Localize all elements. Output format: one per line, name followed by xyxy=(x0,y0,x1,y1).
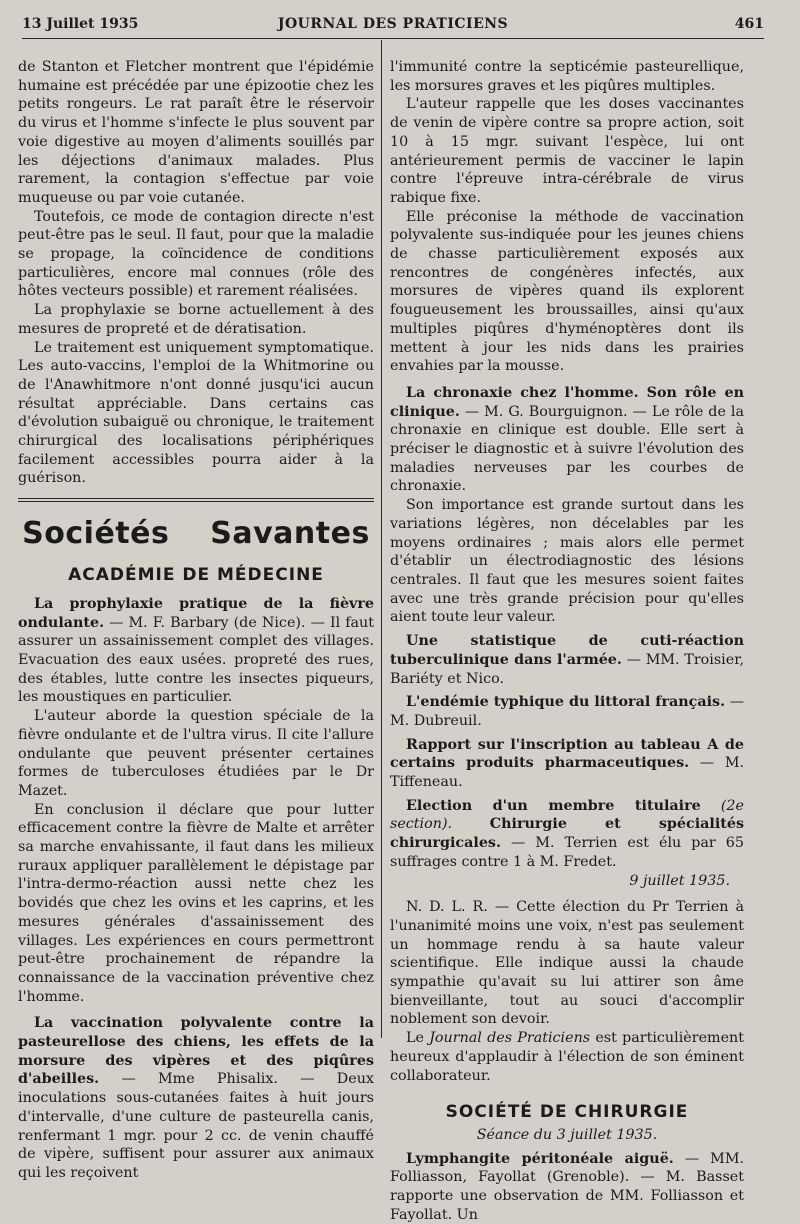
paragraph: La prophylaxie se borne actuellement à des mesures de propreté et de dératisation. xyxy=(18,302,374,337)
article xyxy=(390,384,744,496)
section-divider xyxy=(18,498,374,502)
paragraph: Le traitement est uniquement symptomatique. Les auto-vaccins, l'emploi de la Whitmorine ou de l'Anawhitmore n'ont donné jusqu'ici aucun résultat appréciable. Dans certains cas d'évolution subaiguë ou chronique, le traitement chirurgical des localisations périphériques facilement accessibles pourra aider à la guérison. xyxy=(18,339,374,487)
article-title: La vaccination polyvalente contre la pasteurellose des chiens, les effets de la morsure des vipères et des piqûres d'abeilles. xyxy=(18,1015,374,1088)
paragraph: En conclusion il déclare que pour lutter efficacement contre la fièvre de Malte et arrêter sa marche envahissante, il faut dans les milieux ruraux appliquer parallèlement le dépistage par l'intra-dermo-réaction aussi nette chez les bovidés que chez les ovins et les caprins, et les mesures générales d'assainissement des villages. Les expériences en cours permettront peut-être prochainement de répandre la connaissance de la vaccination préventive chez l'homme. xyxy=(18,801,374,1005)
paragraph: l'immunité contre la septicémie pasteurellique, les morsures graves et les piqûres multiples. xyxy=(390,59,744,94)
issue-date: 13 Juillet 1935 xyxy=(22,16,139,32)
article xyxy=(390,797,744,872)
column-rule xyxy=(381,40,382,1038)
paragraph: Le Journal des Praticiens est particulièrement heureux d'applaudir à l'élection de son éminent collaborateur. xyxy=(390,1030,745,1084)
article xyxy=(390,1150,744,1224)
article-section: (2e section). xyxy=(390,797,744,833)
journal-title: JOURNAL DES PRATICIENS xyxy=(277,16,509,32)
article-title: La prophylaxie pratique de la fièvre ondulante. xyxy=(18,595,374,631)
session-date: Séance du 3 juillet 1935. xyxy=(476,1126,658,1143)
article xyxy=(18,1014,374,1182)
article-subtitle: Chirurgie et spécialités chirurgicales. xyxy=(390,816,745,852)
article-title: Election d'un membre titulaire xyxy=(406,797,701,814)
article-title: La chronaxie chez l'homme. Son rôle en clinique. xyxy=(390,384,744,420)
academy-heading: ACADÉMIE DE MÉDECINE xyxy=(68,565,324,586)
article-date: 9 juillet 1935. xyxy=(629,872,730,889)
article-body: — M. Terrien est élu par 65 suffrages contre 1 à M. Fredet. xyxy=(390,835,745,870)
paragraph: Elle préconise la méthode de vaccination polyvalente sus-indiquée pour les jeunes chiens de chasse particulièrement exposés aux rencontres de congénères infectés, aux morsures de vipères quand ils explorent fougueusement les broussailles, ainsi qu'aux multiples piqûres d'hyménoptères dont ils mettent à jour les nids dans les prairies envahies par la mousse. xyxy=(390,208,744,375)
article xyxy=(390,693,744,730)
article xyxy=(390,632,744,688)
article-body: — MM. Folliasson, Fayollat (Grenoble). — M. Basset rapporte une observation de MM. Folliasson et Fayollat. Un xyxy=(390,1150,744,1223)
paragraph: Toutefois, ce mode de contagion directe n'est peut-être pas le seul. Il faut, pour que la maladie se propage, la coïncidence de conditions particulières, encore mal connues (rôle des hôtes vecteurs possible) et rarement réalisées. xyxy=(18,208,374,300)
paragraph: de Stanton et Fletcher montrent que l'épidémie humaine est précédée par une épizootie chez les petits rongeurs. Le rat paraît être le réservoir du virus et l'homme s'infecte le plus souvent par voie digestive au moyen d'aliments souillés par les déjections d'animaux malades. Plus rarement, la contagion s'effectue par voie muqueuse ou par voie cutanée. xyxy=(18,59,374,206)
article-body: — M. G. Bourguignon. — Le rôle de la chronaxie en clinique est double. Elle sert à préciser le diagnostic et à suivre l'évolution des maladies nerveuses par les courbes de chronaxie. xyxy=(390,403,744,495)
right-column xyxy=(390,58,744,1224)
journal-name: Journal des Praticiens xyxy=(429,1030,591,1047)
paragraph: L'auteur rappelle que les doses vaccinantes de venin de vipère contre sa propre action, soit 10 à 15 mgr. suivant l'espèce, lui ont antérieurement permis de vacciner le lapin contre l'épreuve intra-cérébrale de virus rabique fixe. xyxy=(390,96,744,206)
article-body: — M. Dubreuil. xyxy=(390,694,744,729)
paragraph: L'auteur aborde la question spéciale de la fièvre ondulante et de l'ultra virus. Il cite l'allure ondulante que peuvent présenter certaines formes de tuberculoses étudiées par le Dr Mazet. xyxy=(18,708,374,799)
article-body: — Mme Phisalix. — Deux inoculations sous-cutanées faites à huit jours d'intervalle, d'une culture de pasteurella canis, renfermant 1 mgr. pour 2 cc. de venin chauffé de vipère, suffisent pour assurer aux animaux qui les reçoivent xyxy=(18,1071,374,1181)
article-body: — M. F. Barbary (de Nice). — Il faut assurer un assainissement complet des villages. Evacuation des eaux usées. propreté des rues, des étables, lutte contre les insectes piqueurs, les moustiques en particulier. xyxy=(18,614,374,706)
article-title: Rapport sur l'inscription au tableau A de certains produits pharmaceutiques. xyxy=(390,736,744,772)
article-body: — M. Tiffeneau. xyxy=(390,755,744,791)
article-title: Une statistique de cuti-réaction tuberculinique dans l'armée. xyxy=(390,633,744,668)
page-number: 461 xyxy=(734,16,764,32)
left-column xyxy=(18,58,374,1183)
article-title: Lymphangite péritonéale aiguë. xyxy=(406,1150,674,1167)
running-header xyxy=(22,14,764,39)
article-body: — MM. Troisier, Bariéty et Nico. xyxy=(390,651,745,687)
editor-note: N. D. L. R. — Cette élection du Pr Terrien à l'unanimité moins une voix, n'est pas seulement un hommage rendu à sa haute valeur scientifique. Elle indique aussi la chaude sympathie qu'avait su lui attirer son âme bienveillante, tout au souci d'accomplir noblement son devoir. xyxy=(390,899,744,1028)
article-title: L'endémie typhique du littoral français. xyxy=(406,694,726,711)
paragraph: Son importance est grande surtout dans les variations légères, non décelables par les moyens ordinaires ; mais alors elle permet d'établir un électrodiagnostic des lésions centrales. Il faut que les mesures soient faites avec une très grande précision pour qu'elles aient toute leur valeur. xyxy=(390,497,744,626)
article xyxy=(18,595,374,707)
section-banner: Sociétés Savantes xyxy=(22,516,370,552)
surgery-heading: SOCIÉTÉ DE CHIRURGIE xyxy=(445,1102,689,1123)
article xyxy=(390,736,744,792)
